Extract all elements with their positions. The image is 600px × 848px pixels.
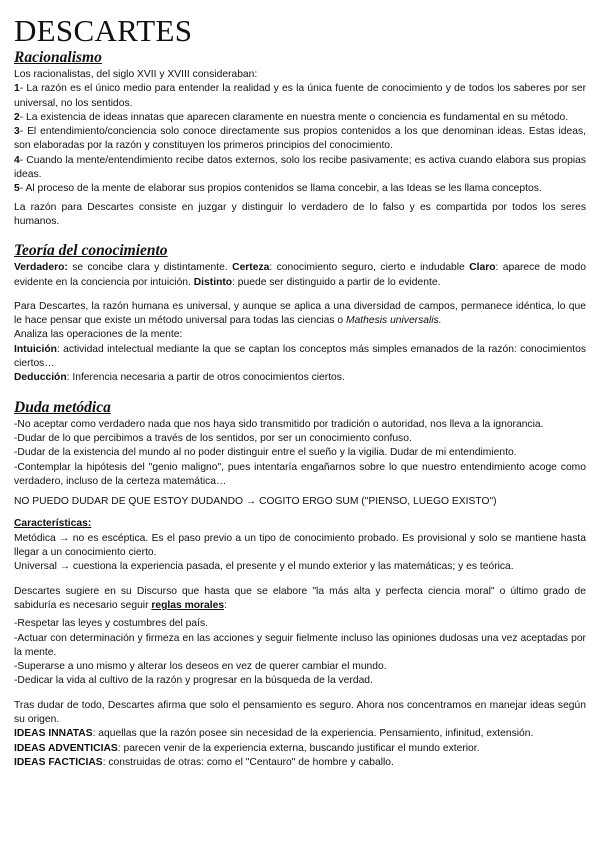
ideas-adventicias: IDEAS ADVENTICIAS: parecen venir de la experiencia externa, buscando justificar el mundo exterior. <box>14 742 480 754</box>
universal-paragraph: Universal → cuestiona la experiencia pasada, el presente y el mundo exterior y las matemáticas; y es teórica. <box>14 561 514 573</box>
metodica-paragraph: Metódica → no es escéptica. Es el paso previo a un tipo de conocimiento probado. Es provisional y solo se mantiene hasta llegar a un conocimiento cierto. <box>14 532 586 559</box>
analiza-line: Analiza las operaciones de la mente: <box>14 329 183 341</box>
regla-item: -Actuar con determinación y firmeza en las acciones y seguir fielmente incluso las opiniones dudosas una vez aceptadas por la mente. <box>14 632 586 658</box>
racionalismo-item: 3- El entendimiento/conciencia solo conoce directamente sus propios contenidos a los que denominan ideas. Estas ideas, son elaboradas por la razón y constituyen los primeros principios del conocimiento. <box>14 126 586 152</box>
intuicion-paragraph: Intuición: actividad intelectual mediante la que se captan los conceptos más simples emanados de la razón: conocimientos ciertos… <box>14 343 586 370</box>
heading-duda: Duda metódica <box>14 398 111 416</box>
duda-item: -Contemplar la hipótesis del "genio maligno", pues intentaría engañarnos sobre lo que nuestro entendimiento acoge como verdadero, incluso de la certeza matemática… <box>14 461 586 487</box>
definitions-paragraph: Verdadero: se concibe clara y distintamente. Certeza: conocimiento seguro, cierto e indudable Claro: aparece de modo evidente en la conciencia por intuición. Distinto: puede ser distinguido a partir de lo evidente. <box>14 262 586 288</box>
regla-item: -Dedicar la vida al cultivo de la razón y progresar en la búsqueda de la verdad. <box>14 675 373 687</box>
regla-item: -Superarse a uno mismo y alterar los deseos en vez de querer cambiar el mundo. <box>14 661 387 673</box>
racionalismo-item: 5- Al proceso de la mente de elaborar sus propios contenidos se llama concebir, a las Ideas se les llama conceptos. <box>14 183 542 195</box>
racionalismo-closing: La razón para Descartes consiste en juzgar y distinguir lo verdadero de lo falso y es compartida por todos los seres humanos. <box>14 201 586 227</box>
heading-teoria: Teoría del conocimiento <box>14 242 168 260</box>
caracteristicas-heading: Características: <box>14 518 92 530</box>
duda-item: -Dudar de lo que percibimos a través de los sentidos, por ser un conocimiento confuso. <box>14 432 412 444</box>
heading-racionalismo: Racionalismo <box>14 49 102 66</box>
deduccion-paragraph: Deducción: Inferencia necesaria a partir de otros conocimientos ciertos. <box>14 372 345 384</box>
moral-paragraph: Descartes sugiere en su Discurso que hasta que se elabore "la más alta y perfecta ciencia moral" o último grado de sabiduría es necesario seguir reglas morales: <box>14 585 586 611</box>
racionalismo-item: 4- Cuando la mente/entendimiento recibe datos externos, solo los recibe pasivamente; es activa cuando elabora sus propias ideas. <box>14 154 586 181</box>
razon-paragraph: Para Descartes, la razón humana es universal, y aunque se aplica a una diversidad de campos, permanece idéntica, lo que le hace pensar que existe un método universal para todas las ciencias o Mathesis universalis. <box>14 300 586 327</box>
racionalismo-item: 1- La razón es el único medio para entender la realidad y es la única fuente de conocimiento y de todos los saberes por ser universal, no los sentidos. <box>14 83 586 109</box>
ideas-facticias: IDEAS FACTICIAS: construidas de otras: como el "Centauro" de hombre y caballo. <box>14 756 394 768</box>
tras-paragraph: Tras dudar de todo, Descartes afirma que solo el pensamiento es seguro. Ahora nos concentramos en manejar ideas según su origen. <box>14 699 586 725</box>
regla-item: -Respetar las leyes y costumbres del país. <box>14 618 209 630</box>
page-title: DESCARTES <box>14 13 193 48</box>
cogito-line: NO PUEDO DUDAR DE QUE ESTOY DUDANDO → COGITO ERGO SUM ("PIENSO, LUEGO EXISTO") <box>14 496 497 508</box>
ideas-innatas: IDEAS INNATAS: aquellas que la razón posee sin necesidad de la experiencia. Pensamiento, infinitud, extensión. <box>14 728 534 740</box>
racionalismo-intro: Los racionalistas, del siglo XVII y XVIII consideraban: <box>14 69 258 80</box>
racionalismo-item: 2- La existencia de ideas innatas que aparecen claramente en nuestra mente o conciencia es fundamental en su método. <box>14 111 569 123</box>
duda-item: -No aceptar como verdadero nada que nos haya sido transmitido por tradición o autoridad, nos lleva a la ignorancia. <box>14 418 544 430</box>
duda-item: -Dudar de la existencia del mundo al no poder distinguir entre el sueño y la vigilia. Dudar de mi entendimiento. <box>14 447 517 459</box>
